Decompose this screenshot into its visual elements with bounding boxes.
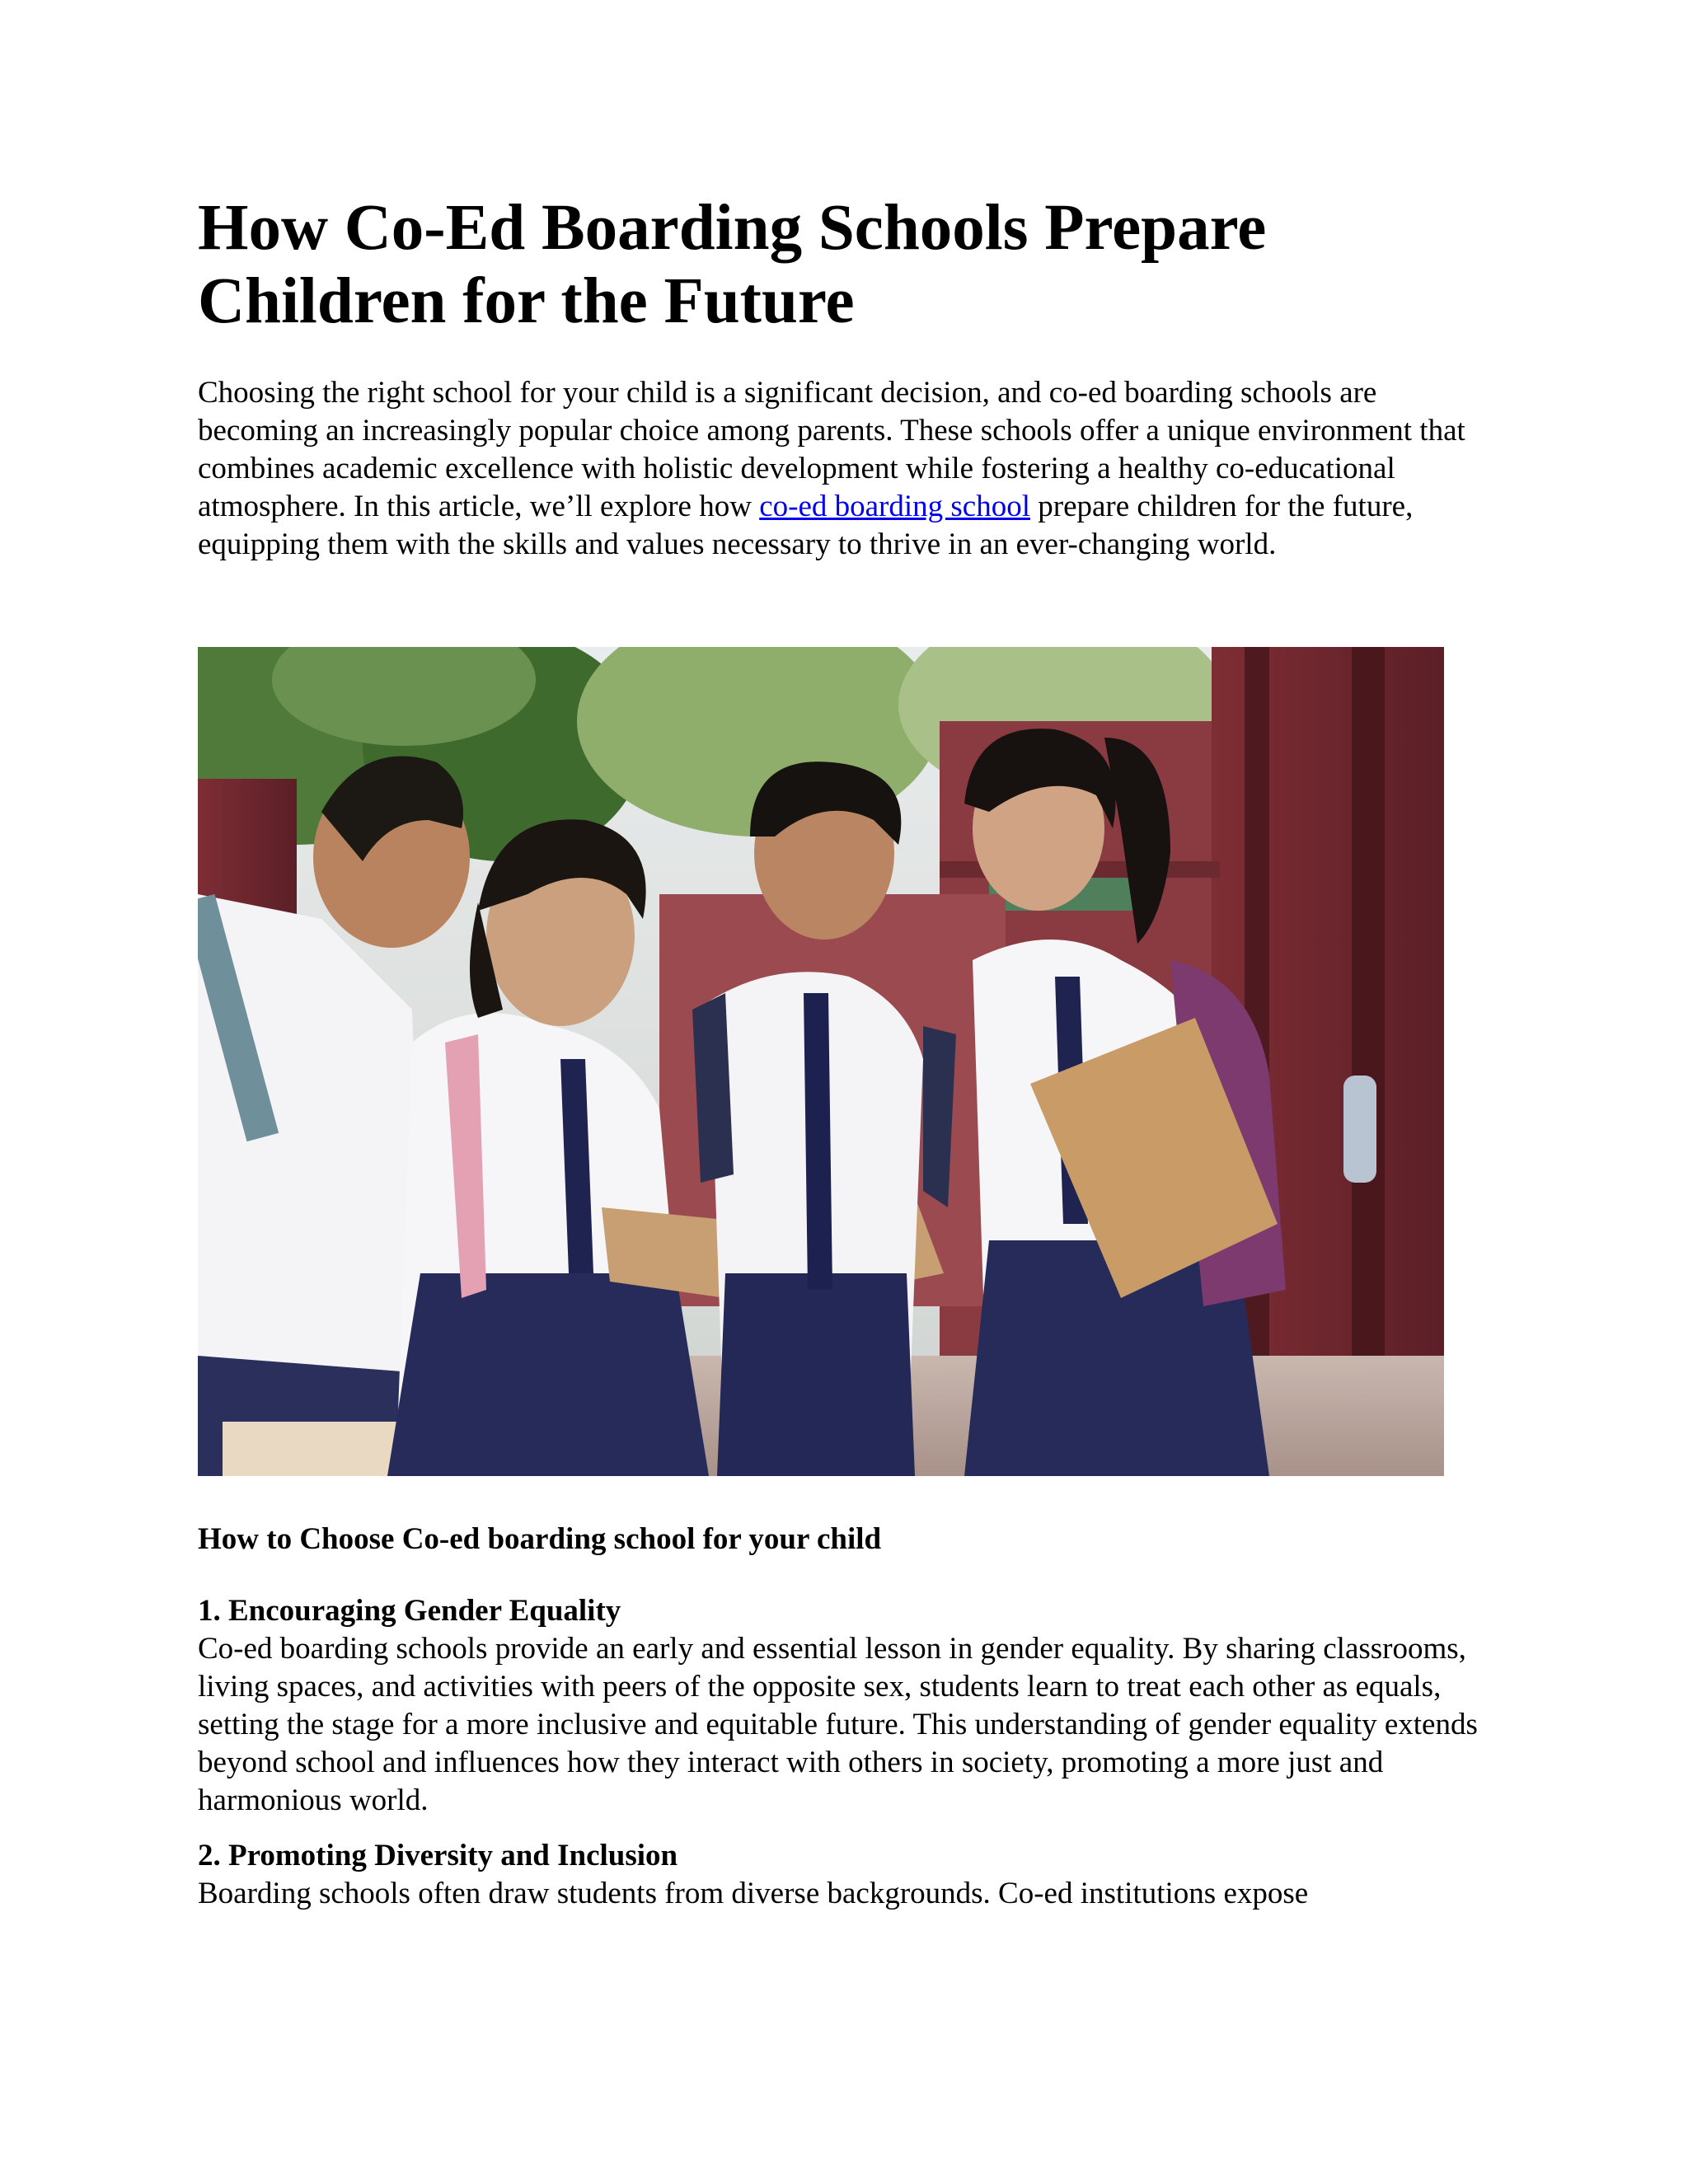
section-body: Boarding schools often draw students from diverse backgrounds. Co-ed institutions expose xyxy=(198,1877,1309,1910)
section-title: 2. Promoting Diversity and Inclusion xyxy=(198,1839,678,1872)
coed-boarding-school-link[interactable]: co-ed boarding school xyxy=(759,490,1030,523)
article xyxy=(198,191,1484,1910)
section-diversity-inclusion xyxy=(198,1837,1484,1913)
students-photo xyxy=(198,647,1444,1476)
intro-text-start: Choosing the right school for your child is a significant decision, and co-ed boarding schools are becoming an increasingly popular choice among parents. These schools offer a unique environment that combines academic excellence with holistic development while fostering a healthy co-educational atmosphere. In this article, we’ll explore how xyxy=(198,376,1465,523)
intro-paragraph xyxy=(198,374,1484,564)
section-body: Co-ed boarding schools provide an early and essential lesson in gender equality. By sharing classrooms, living spaces, and activities with peers of the opposite sex, students learn to treat each other as equals, setting the stage for a more inclusive and equitable future. This understanding of gender equality extends beyond school and influences how they interact with others in society, promoting a more just and harmonious world. xyxy=(198,1632,1478,1817)
section-gender-equality xyxy=(198,1592,1484,1820)
section-subheading: How to Choose Co-ed boarding school for your child xyxy=(198,1522,882,1556)
section-title: 1. Encouraging Gender Equality xyxy=(198,1594,621,1628)
article-title: How Co-Ed Boarding Schools Prepare Children for the Future xyxy=(198,192,1267,337)
intro-text-end: prepare children for the future, equipping them with the skills and values necessary to thrive in an ever-changing world. xyxy=(198,490,1414,561)
